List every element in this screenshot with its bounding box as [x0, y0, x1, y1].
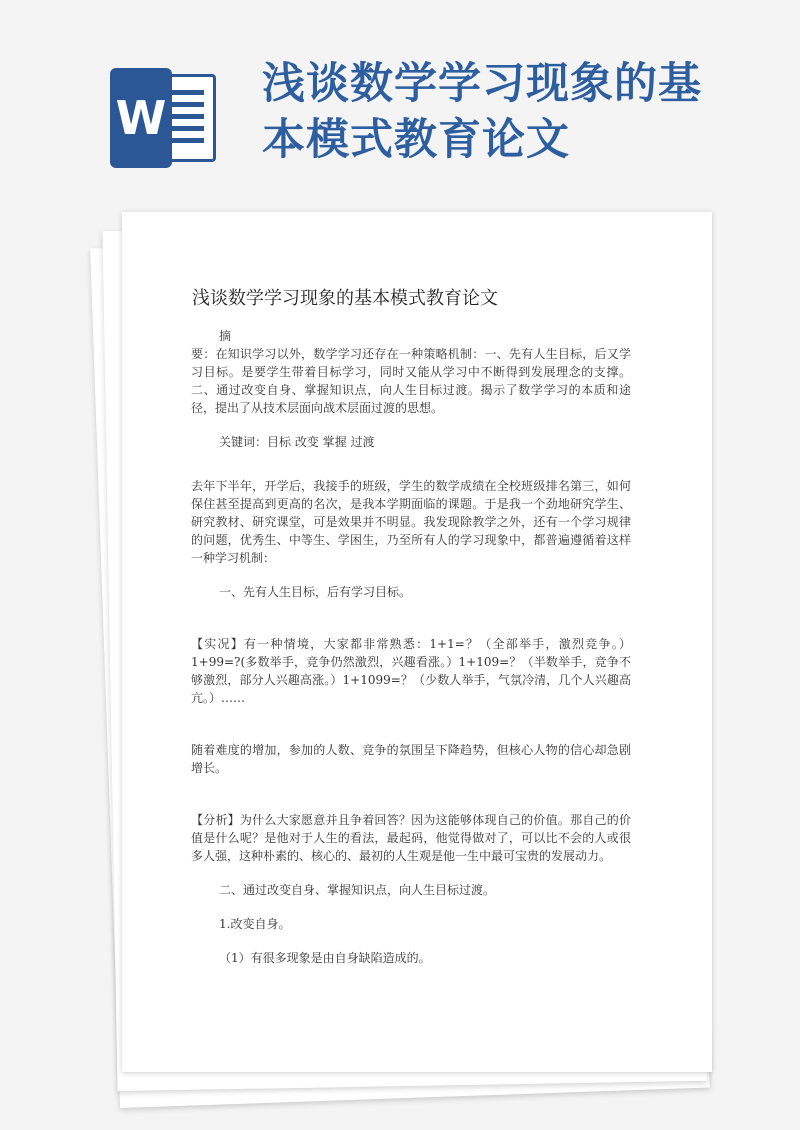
- abstract-text: 要：在知识学习以外，数学学习还存在一种策略机制：一、先有人生目标，后又学习目标。是要学生带着目标学习，同时又能从学习中不断得到发展理念的支撑。二、通过改变自身、掌握知识点，向人生目标过渡。揭示了数学学习的本质和途径，提出了从技术层面向战术层面过渡的思想。: [191, 347, 631, 415]
- keywords: 关键词：目标 改变 掌握 过渡: [219, 435, 375, 449]
- word-letter-icon: W: [110, 68, 172, 168]
- document-title: 浅谈数学学习现象的基本模式教育论文: [192, 288, 498, 309]
- subsection-heading: 1.改变自身。: [219, 917, 291, 931]
- section-heading-1: 一、先有人生目标，后有学习目标。: [219, 585, 412, 599]
- sub-item-heading: （1）有很多现象是由自身缺陷造成的。: [219, 951, 431, 965]
- word-document-icon: [110, 68, 220, 168]
- case-paragraph: 【实况】有一种情境，大家都非常熟悉：1+1=？（全部举手，激烈竞争。）1+99=?(多数举手，竞争仍然激烈，兴趣看涨。）1+109=？（半数举手，竞争不够激烈，部分人兴趣高涨。）1+1099=？（少数人举手，气氛冷清，几个人兴趣高亢。）……: [191, 637, 631, 705]
- analysis-paragraph: 【分析】为什么大家愿意并且争着回答？因为这能够体现自己的价值。那自己的价值是什么呢？是他对于人生的看法，最起码，他觉得做对了，可以比不会的人或很多人强，这种朴素的、核心的、最初的人生观是他一生中最可宝贵的发展动力。: [191, 813, 631, 863]
- paragraph-trend: 随着难度的增加，参加的人数、竞争的氛围呈下降趋势，但核心人物的信心却急剧增长。: [191, 743, 631, 775]
- section-heading-2: 二、通过改变自身、掌握知识点，向人生目标过渡。: [219, 883, 496, 897]
- paragraph-intro: 去年下半年，开学后，我接手的班级，学生的数学成绩在全校班级排名第三，如何保住甚至提高到更高的名次，是我本学期面临的课题。于是我一个劲地研究学生、研究教材、研究课堂，可是效果并不明显。我发现除教学之外，还有一个学习规律的问题，优秀生、中等生、学困生，乃至所有人的学习现象中，都普遍遵循着这样一种学习机制：: [191, 479, 631, 565]
- document-page: [122, 212, 712, 1072]
- document-body: [191, 327, 631, 967]
- abstract-label: 摘: [219, 329, 232, 343]
- page-title: 浅谈数学学习现象的基本模式教育论文: [262, 59, 702, 165]
